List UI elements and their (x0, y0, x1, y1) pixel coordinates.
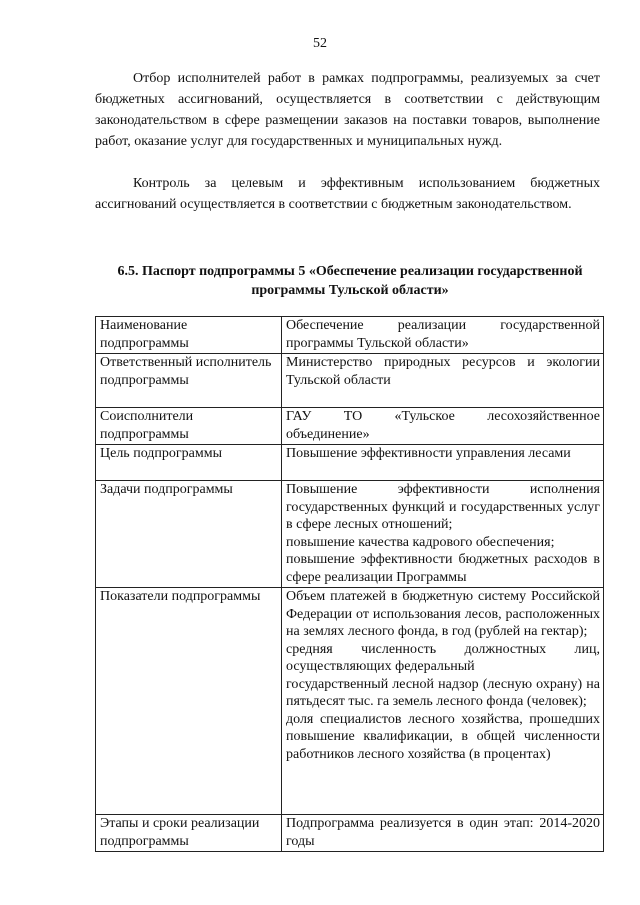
row-value-text: Подпрограмма реализуется в один этап: 2014-2020 годы (286, 816, 600, 849)
row-value-text: Объем платежей в бюджетную систему Российской Федерации от использования лесов, расположенных на землях лесного фонда, в год (рублей на гектар); (286, 589, 600, 639)
paragraph-contractor-selection: Отбор исполнителей работ в рамках подпрограммы, реализуемых за счет бюджетных ассигнований, осуществляется в соответствии с действующим законодательством в сфере размещении заказов на поставки товаров, выполнение работ, оказание услуг для государственных и муниципальных нужд. (95, 71, 600, 149)
section-heading: 6.5. Паспорт подпрограммы 5 «Обеспечение реализации государственной программы Тульской области» (117, 264, 583, 298)
row-label: Ответственный исполнитель подпрограммы (96, 354, 282, 408)
table-row (96, 588, 604, 815)
table-row (96, 445, 604, 481)
subprogram-passport-table (95, 316, 604, 852)
row-value (282, 317, 604, 354)
page-number: 52 (313, 36, 327, 51)
row-label: Соисполнители подпрограммы (96, 408, 282, 445)
table-row (96, 481, 604, 588)
table-row (96, 317, 604, 354)
row-value-text: повышение эффективности бюджетных расходов в сфере реализации Программы (286, 552, 600, 585)
row-value (282, 588, 604, 815)
row-value-text: Министерство природных ресурсов и экологии Тульской области (286, 355, 600, 388)
row-label: Наименование подпрограммы (96, 317, 282, 354)
row-value-text: средняя численность должностных лиц, осуществляющих федеральный (286, 641, 600, 674)
row-value (282, 408, 604, 445)
table-row (96, 815, 604, 852)
row-value-text: Повышение эффективности исполнения государственных функций и государственных услуг в сфере лесных отношений; (286, 482, 600, 532)
table-row (96, 354, 604, 408)
row-value (282, 815, 604, 852)
row-value-text: ГАУ ТО «Тульское лесохозяйственное объединение» (286, 409, 600, 442)
row-value-text: государственный лесной надзор (лесную охрану) на пятьдесят тыс. га земель лесного фонда (человек); (286, 676, 600, 709)
row-label: Задачи подпрограммы (96, 481, 282, 588)
row-value (282, 481, 604, 588)
row-value (282, 445, 604, 481)
row-label: Показатели подпрограммы (96, 588, 282, 815)
row-value-text: доля специалистов лесного хозяйства, прошедших повышение квалификации, в общей численности работников лесного хозяйства (в процентах) (286, 711, 600, 762)
row-value-text: повышение качества кадрового обеспечения; (286, 534, 555, 550)
row-value-text: Обеспечение реализации государственной программы Тульской области» (286, 318, 600, 351)
row-value-text: Повышение эффективности управления лесами (286, 446, 571, 461)
row-label: Этапы и сроки реализации подпрограммы (96, 815, 282, 852)
table-row (96, 408, 604, 445)
paragraph-budget-control: Контроль за целевым и эффективным использованием бюджетных ассигнований осуществляется в соответствии с бюджетным законодательством. (95, 176, 600, 212)
row-label: Цель подпрограммы (96, 445, 282, 481)
row-value (282, 354, 604, 408)
